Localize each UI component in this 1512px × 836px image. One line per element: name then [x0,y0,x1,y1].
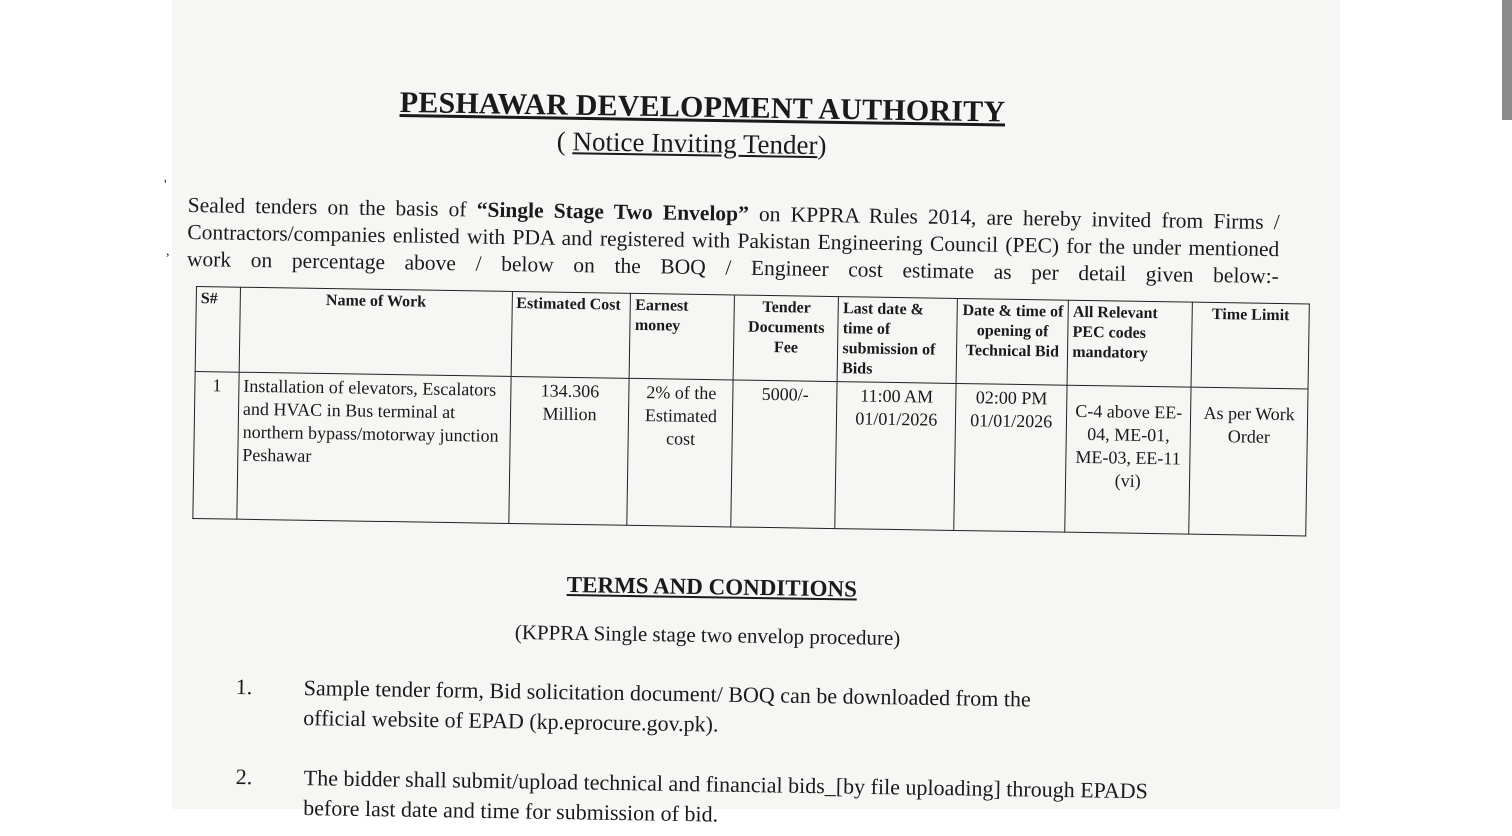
list-item-number: 1. [235,673,253,700]
subtitle-text: Notice Inviting Tender [572,126,818,161]
cell-sno: 1 [193,371,239,519]
list-item-line: before last date and time for submission of bid. [303,795,719,827]
list-item-number: 2. [235,763,253,790]
tender-table-wrapper [192,286,1310,536]
margin-mark: ' [164,178,167,193]
document-page [164,0,1340,827]
tender-table [192,286,1310,536]
page-title: PESHAWAR DEVELOPMENT AUTHORITY [399,86,1006,129]
cell-pec-codes: C-4 above EE-04, ME-01, ME-03, EE-11 (vi) [1065,385,1191,534]
cell-time-limit: As per Work Order [1189,387,1308,536]
cell-last-date: 11:00 AM 01/01/2026 [835,382,956,531]
header-name-of-work: Name of Work [239,287,512,376]
cell-tender-fee: 5000/- [731,380,837,529]
page-edge-shadow [1502,0,1512,120]
page-subtitle [557,126,827,161]
header-tender-fee: Tender Documents Fee [734,295,839,382]
subtitle-open: ( [556,126,573,157]
header-estimated-cost: Estimated Cost [511,291,631,378]
list-item-line: Sample tender form, Bid solicitation document/ BOQ can be downloaded from the [303,675,1031,712]
table-row [193,371,1308,535]
terms-heading: TERMS AND CONDITIONS [566,572,858,602]
header-opening-date: Date & time of opening of Technical Bid [956,298,1068,385]
header-earnest-money: Earnest money [630,293,735,380]
intro-part2: on KPPRA Rules 2014, are hereby invited from Firms / Contractors/companies enlisted with PDA and registered with Pakistan Engineering Council (PEC) for the under mentioned work on percentage above / below on the BOQ / Engineer cost estimate as per detail given below:- [186,201,1280,289]
terms-subheading: (KPPRA Single stage two envelop procedure) [514,620,901,651]
header-last-date: Last date & time of submission of Bids [837,297,957,384]
intro-part1: Sealed tenders on the basis of [187,192,477,222]
cell-earnest-money: 2% of the Estimated cost [627,378,733,527]
list-item-line: The bidder shall submit/upload technical and financial bids_[by file uploading] through EPADS [303,765,1149,804]
intro-bold: “Single Stage Two Envelop” [476,197,750,226]
cell-estimated-cost: 134.306 Million [508,376,629,525]
header-sno: S# [195,287,240,373]
margin-mark: , [166,244,170,259]
list-item-line: official website of EPAD (kp.eprocure.gov.pk). [303,705,719,737]
subtitle-close: ) [817,130,827,161]
cell-name-of-work: Installation of elevators, Escalators and HVAC in Bus terminal at northern bypass/motorway junction Peshawar [237,372,511,523]
header-time-limit: Time Limit [1191,302,1309,389]
intro-paragraph [187,192,1280,290]
header-pec-codes: All Relevant PEC codes mandatory [1067,300,1192,387]
cell-opening-date: 02:00 PM 01/01/2026 [954,383,1067,532]
